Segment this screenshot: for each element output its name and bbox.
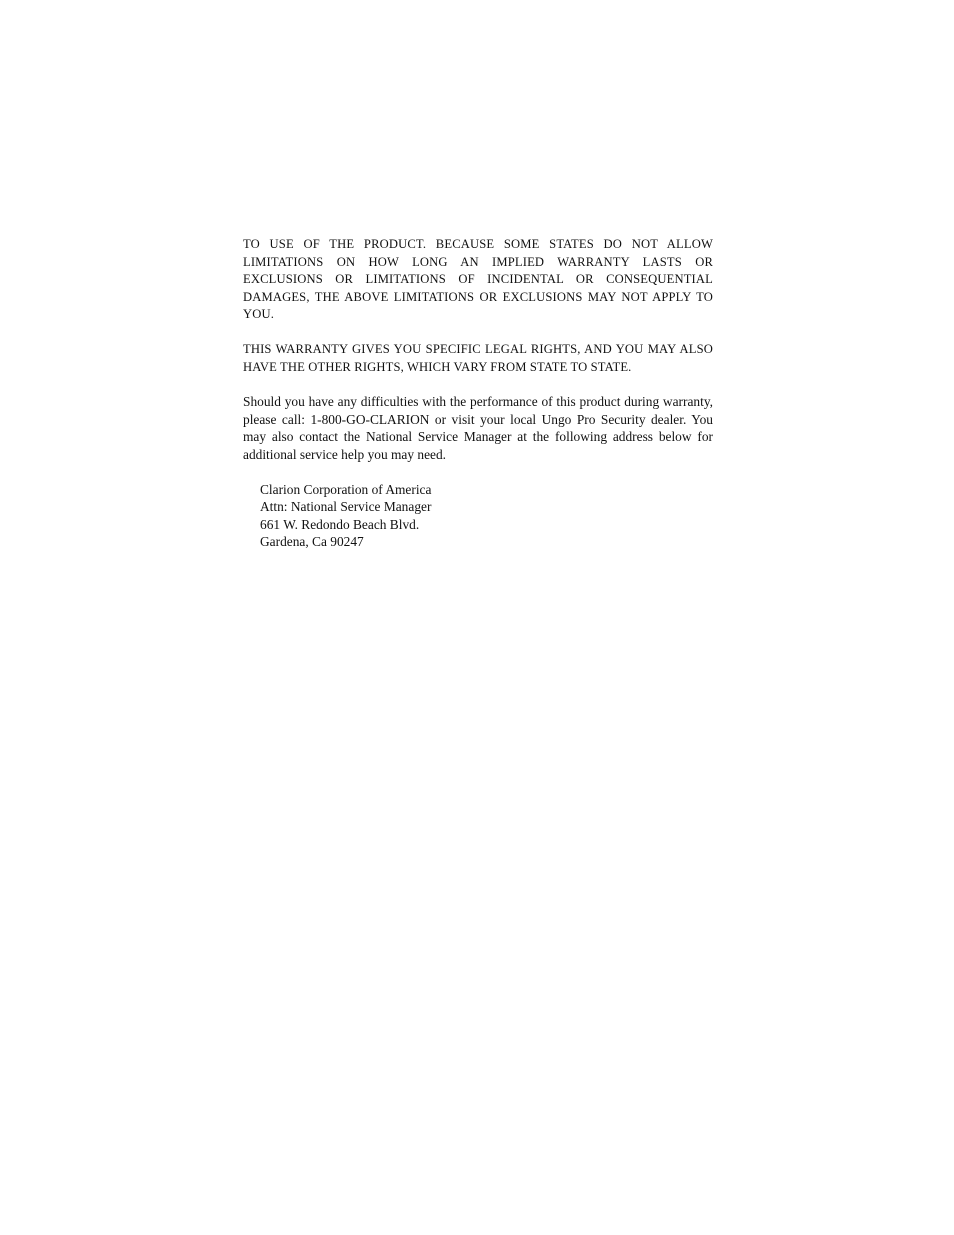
address-street: 661 W. Redondo Beach Blvd. — [260, 516, 420, 532]
legal-rights-paragraph: THIS WARRANTY GIVES YOU SPECIFIC LEGAL RIGHTS, AND YOU MAY ALSO HAVE THE OTHER RIGHTS, WHICH VARY FROM STATE TO STATE. — [243, 341, 713, 374]
warranty-limitations-paragraph: TO USE OF THE PRODUCT. BECAUSE SOME STATES DO NOT ALLOW LIMITATIONS ON HOW LONG AN IMPLIED WARRANTY LASTS OR EXCLUSIONS OR LIMITATIONS OF INCIDENTAL OR CONSEQUENTIAL DAMAGES, THE ABOVE LIMITATIONS OR EXCLUSIONS MAY NOT APPLY TO YOU. — [243, 237, 713, 322]
address-city: Gardena, Ca 90247 — [260, 534, 364, 550]
service-address — [260, 481, 713, 551]
address-attention: Attn: National Service Manager — [260, 499, 432, 515]
warranty-text-block — [243, 236, 713, 551]
address-company: Clarion Corporation of America — [260, 481, 432, 497]
service-contact-paragraph: Should you have any difficulties with the performance of this product during warranty, please call: 1-800-GO-CLARION or visit your local Ungo Pro Security dealer. You may also contact the National Service Manager at the following address below for additional service help you may need. — [243, 394, 713, 462]
